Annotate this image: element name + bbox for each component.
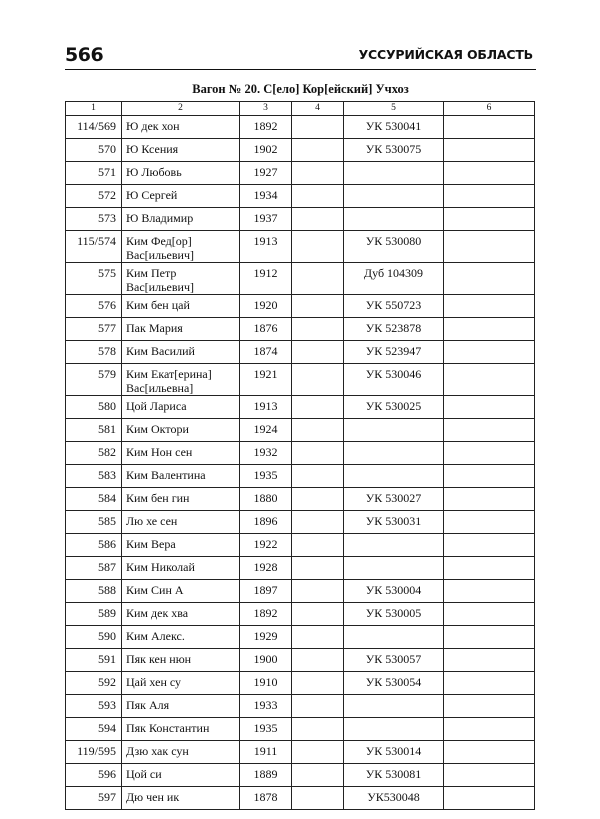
- person-name-cell: Ю Сергей: [122, 185, 240, 208]
- row-number-cell: 571: [66, 162, 122, 185]
- page-number: 566: [65, 44, 104, 66]
- row-number-cell: 575: [66, 263, 122, 295]
- column-6-cell: [444, 208, 535, 231]
- row-number-cell: 596: [66, 764, 122, 787]
- document-number-cell: УК 523947: [344, 341, 444, 364]
- column-4-cell: [292, 741, 344, 764]
- column-6-cell: [444, 231, 535, 263]
- table-row: [66, 603, 535, 626]
- column-6-cell: [444, 764, 535, 787]
- document-number-cell: [344, 442, 444, 465]
- column-4-cell: [292, 231, 344, 263]
- column-6-cell: [444, 534, 535, 557]
- column-4-cell: [292, 603, 344, 626]
- column-4-cell: [292, 162, 344, 185]
- birth-year-cell: 1920: [240, 295, 292, 318]
- birth-year-cell: 1900: [240, 649, 292, 672]
- column-header-row: [66, 102, 535, 116]
- document-number-cell: [344, 465, 444, 488]
- birth-year-cell: 1913: [240, 231, 292, 263]
- document-number-cell: УК 530025: [344, 396, 444, 419]
- column-4-cell: [292, 672, 344, 695]
- table-body: [66, 116, 535, 810]
- document-number-cell: УК 550723: [344, 295, 444, 318]
- row-number-cell: 570: [66, 139, 122, 162]
- birth-year-cell: 1935: [240, 718, 292, 741]
- column-6-cell: [444, 139, 535, 162]
- column-header-4: 4: [292, 102, 344, 116]
- person-name-cell: Ким Син А: [122, 580, 240, 603]
- table-row: [66, 741, 535, 764]
- table-row: [66, 718, 535, 741]
- document-number-cell: [344, 162, 444, 185]
- person-name-cell: Ким Николай: [122, 557, 240, 580]
- table-row: [66, 695, 535, 718]
- column-4-cell: [292, 649, 344, 672]
- birth-year-cell: 1896: [240, 511, 292, 534]
- column-6-cell: [444, 396, 535, 419]
- person-name-cell: Ю Владимир: [122, 208, 240, 231]
- birth-year-cell: 1878: [240, 787, 292, 810]
- row-number-cell: 119/595: [66, 741, 122, 764]
- row-number-cell: 589: [66, 603, 122, 626]
- table-row: [66, 672, 535, 695]
- table-row: [66, 263, 535, 295]
- column-6-cell: [444, 511, 535, 534]
- table-row: [66, 557, 535, 580]
- table-row: [66, 764, 535, 787]
- birth-year-cell: 1912: [240, 263, 292, 295]
- row-number-cell: 588: [66, 580, 122, 603]
- column-4-cell: [292, 341, 344, 364]
- person-name-cell: Пяк кен нюн: [122, 649, 240, 672]
- person-name-cell: Ким Василий: [122, 341, 240, 364]
- column-header-5: 5: [344, 102, 444, 116]
- document-number-cell: УК 530014: [344, 741, 444, 764]
- column-6-cell: [444, 718, 535, 741]
- column-4-cell: [292, 116, 344, 139]
- header-rule: [65, 69, 536, 70]
- column-4-cell: [292, 488, 344, 511]
- document-number-cell: УК 530081: [344, 764, 444, 787]
- document-number-cell: УК 530041: [344, 116, 444, 139]
- row-number-cell: 597: [66, 787, 122, 810]
- person-name-cell: Пак Мария: [122, 318, 240, 341]
- column-4-cell: [292, 318, 344, 341]
- birth-year-cell: 1880: [240, 488, 292, 511]
- table-row: [66, 649, 535, 672]
- person-name-cell: Ким Вера: [122, 534, 240, 557]
- table-row: [66, 341, 535, 364]
- column-4-cell: [292, 764, 344, 787]
- table-row: [66, 185, 535, 208]
- row-number-cell: 582: [66, 442, 122, 465]
- column-header-6: 6: [444, 102, 535, 116]
- column-6-cell: [444, 741, 535, 764]
- column-4-cell: [292, 626, 344, 649]
- birth-year-cell: 1937: [240, 208, 292, 231]
- column-6-cell: [444, 116, 535, 139]
- table-row: [66, 231, 535, 263]
- document-number-cell: [344, 208, 444, 231]
- column-header-3: 3: [240, 102, 292, 116]
- person-name-cell: Ким Валентина: [122, 465, 240, 488]
- table-row: [66, 626, 535, 649]
- birth-year-cell: 1935: [240, 465, 292, 488]
- document-number-cell: УК 530005: [344, 603, 444, 626]
- birth-year-cell: 1874: [240, 341, 292, 364]
- person-name-cell: Ким Петр Вас[ильевич]: [122, 263, 240, 295]
- row-number-cell: 115/574: [66, 231, 122, 263]
- document-number-cell: УК 530057: [344, 649, 444, 672]
- column-6-cell: [444, 787, 535, 810]
- column-6-cell: [444, 626, 535, 649]
- birth-year-cell: 1911: [240, 741, 292, 764]
- person-name-cell: Дзю хак сун: [122, 741, 240, 764]
- birth-year-cell: 1932: [240, 442, 292, 465]
- row-number-cell: 114/569: [66, 116, 122, 139]
- column-6-cell: [444, 263, 535, 295]
- document-number-cell: УК 530046: [344, 364, 444, 396]
- table-row: [66, 116, 535, 139]
- person-name-cell: Цай хен су: [122, 672, 240, 695]
- column-header-2: 2: [122, 102, 240, 116]
- column-6-cell: [444, 580, 535, 603]
- row-number-cell: 572: [66, 185, 122, 208]
- row-number-cell: 587: [66, 557, 122, 580]
- document-number-cell: Дуб 104309: [344, 263, 444, 295]
- document-number-cell: [344, 718, 444, 741]
- person-name-cell: Ю дек хон: [122, 116, 240, 139]
- table-row: [66, 442, 535, 465]
- column-6-cell: [444, 649, 535, 672]
- person-name-cell: Ю Любовь: [122, 162, 240, 185]
- column-6-cell: [444, 318, 535, 341]
- birth-year-cell: 1929: [240, 626, 292, 649]
- column-6-cell: [444, 341, 535, 364]
- person-name-cell: Ким Нон сен: [122, 442, 240, 465]
- column-4-cell: [292, 534, 344, 557]
- table-row: [66, 419, 535, 442]
- document-number-cell: УК 523878: [344, 318, 444, 341]
- row-number-cell: 579: [66, 364, 122, 396]
- column-4-cell: [292, 580, 344, 603]
- column-6-cell: [444, 185, 535, 208]
- birth-year-cell: 1927: [240, 162, 292, 185]
- column-4-cell: [292, 139, 344, 162]
- person-name-cell: Ким бен гин: [122, 488, 240, 511]
- column-4-cell: [292, 465, 344, 488]
- person-name-cell: Ким бен цай: [122, 295, 240, 318]
- table-row: [66, 488, 535, 511]
- document-number-cell: УК 530075: [344, 139, 444, 162]
- column-6-cell: [444, 442, 535, 465]
- row-number-cell: 591: [66, 649, 122, 672]
- document-number-cell: [344, 557, 444, 580]
- table-row: [66, 787, 535, 810]
- table-row: [66, 364, 535, 396]
- document-number-cell: УК530048: [344, 787, 444, 810]
- table-row: [66, 534, 535, 557]
- table-row: [66, 580, 535, 603]
- column-6-cell: [444, 419, 535, 442]
- column-6-cell: [444, 695, 535, 718]
- document-number-cell: [344, 419, 444, 442]
- birth-year-cell: 1910: [240, 672, 292, 695]
- column-6-cell: [444, 295, 535, 318]
- column-4-cell: [292, 208, 344, 231]
- row-number-cell: 576: [66, 295, 122, 318]
- column-4-cell: [292, 511, 344, 534]
- row-number-cell: 577: [66, 318, 122, 341]
- row-number-cell: 581: [66, 419, 122, 442]
- person-name-cell: Дю чен ик: [122, 787, 240, 810]
- table-title: Вагон № 20. С[ело] Кор[ейский] Учхоз: [192, 82, 409, 96]
- birth-year-cell: 1933: [240, 695, 292, 718]
- table-row: [66, 295, 535, 318]
- column-6-cell: [444, 672, 535, 695]
- person-name-cell: Цой Лариса: [122, 396, 240, 419]
- birth-year-cell: 1928: [240, 557, 292, 580]
- row-number-cell: 592: [66, 672, 122, 695]
- birth-year-cell: 1876: [240, 318, 292, 341]
- document-number-cell: УК 530031: [344, 511, 444, 534]
- column-6-cell: [444, 557, 535, 580]
- table-row: [66, 162, 535, 185]
- person-name-cell: Пяк Константин: [122, 718, 240, 741]
- person-name-cell: Ким Фед[ор] Вас[ильевич]: [122, 231, 240, 263]
- birth-year-cell: 1922: [240, 534, 292, 557]
- person-name-cell: Ким Алекс.: [122, 626, 240, 649]
- birth-year-cell: 1897: [240, 580, 292, 603]
- column-6-cell: [444, 364, 535, 396]
- row-number-cell: 578: [66, 341, 122, 364]
- row-number-cell: 585: [66, 511, 122, 534]
- column-4-cell: [292, 695, 344, 718]
- column-4-cell: [292, 185, 344, 208]
- document-number-cell: УК 530027: [344, 488, 444, 511]
- birth-year-cell: 1889: [240, 764, 292, 787]
- table-row: [66, 511, 535, 534]
- document-number-cell: [344, 534, 444, 557]
- column-6-cell: [444, 162, 535, 185]
- column-4-cell: [292, 557, 344, 580]
- birth-year-cell: 1924: [240, 419, 292, 442]
- person-name-cell: Цой си: [122, 764, 240, 787]
- row-number-cell: 593: [66, 695, 122, 718]
- row-number-cell: 584: [66, 488, 122, 511]
- column-header-1: 1: [66, 102, 122, 116]
- column-4-cell: [292, 295, 344, 318]
- column-4-cell: [292, 787, 344, 810]
- document-number-cell: [344, 695, 444, 718]
- column-4-cell: [292, 419, 344, 442]
- deportation-list-table: [65, 101, 535, 810]
- birth-year-cell: 1902: [240, 139, 292, 162]
- row-number-cell: 580: [66, 396, 122, 419]
- table-row: [66, 208, 535, 231]
- document-number-cell: УК 530054: [344, 672, 444, 695]
- row-number-cell: 590: [66, 626, 122, 649]
- column-4-cell: [292, 263, 344, 295]
- birth-year-cell: 1921: [240, 364, 292, 396]
- column-6-cell: [444, 465, 535, 488]
- column-4-cell: [292, 364, 344, 396]
- row-number-cell: 586: [66, 534, 122, 557]
- birth-year-cell: 1892: [240, 603, 292, 626]
- column-4-cell: [292, 718, 344, 741]
- row-number-cell: 583: [66, 465, 122, 488]
- person-name-cell: Ким Октори: [122, 419, 240, 442]
- row-number-cell: 594: [66, 718, 122, 741]
- running-title: УССУРИЙСКАЯ ОБЛАСТЬ: [358, 47, 533, 62]
- document-number-cell: [344, 185, 444, 208]
- column-6-cell: [444, 603, 535, 626]
- table-row: [66, 318, 535, 341]
- document-number-cell: УК 530004: [344, 580, 444, 603]
- document-number-cell: УК 530080: [344, 231, 444, 263]
- column-4-cell: [292, 396, 344, 419]
- person-name-cell: Ким дек хва: [122, 603, 240, 626]
- person-name-cell: Ким Екат[ерина] Вас[ильевна]: [122, 364, 240, 396]
- table-row: [66, 396, 535, 419]
- column-6-cell: [444, 488, 535, 511]
- person-name-cell: Лю хе сен: [122, 511, 240, 534]
- person-name-cell: Ю Ксения: [122, 139, 240, 162]
- table-row: [66, 139, 535, 162]
- birth-year-cell: 1913: [240, 396, 292, 419]
- person-name-cell: Пяк Аля: [122, 695, 240, 718]
- document-number-cell: [344, 626, 444, 649]
- birth-year-cell: 1892: [240, 116, 292, 139]
- column-4-cell: [292, 442, 344, 465]
- birth-year-cell: 1934: [240, 185, 292, 208]
- table-row: [66, 465, 535, 488]
- row-number-cell: 573: [66, 208, 122, 231]
